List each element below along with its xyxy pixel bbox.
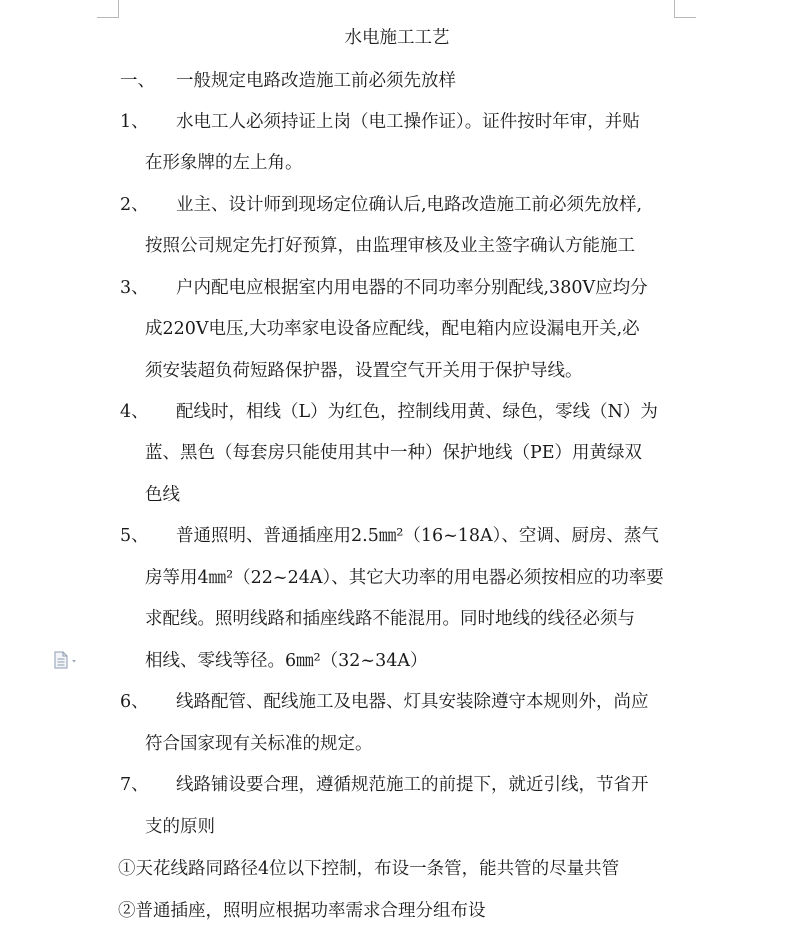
list-number: 7、 <box>120 775 149 795</box>
list-number: 一、 <box>120 71 155 91</box>
list-item-text: 普通照明、普通插座用2.5㎜²（16~18A）、空调、厨房、蒸气 <box>176 526 659 546</box>
sub-item <box>118 857 619 881</box>
sub-item <box>118 899 486 923</box>
continuation-text: 求配线。照明线路和插座线路不能混用。同时地线的线径必须与 <box>145 609 635 629</box>
continuation-text: 符合国家现有关标准的规定。 <box>145 734 373 754</box>
list-number: 4、 <box>120 402 149 422</box>
continuation-text: 按照公司规定先打好预算，由监理审核及业主签字确认方能施工 <box>145 236 635 256</box>
list-number: 1、 <box>120 112 149 132</box>
list-number: 6、 <box>120 692 149 712</box>
sub-item-text: 普通插座，照明应根据功率需求合理分组布设 <box>135 901 486 921</box>
continuation-text: 成220V电压,大功率家电设备应配线，配电箱内应设漏电开关,必 <box>145 319 640 339</box>
crop-mark-left-horizontal <box>97 17 119 18</box>
continuation-text: 蓝、黑色（每套房只能使用其中一种）保护地线（PE）用黄绿双 <box>145 443 643 463</box>
continuation-text: 支的原则 <box>145 817 215 837</box>
document-icon <box>53 651 81 669</box>
continuation-text: 在形象牌的左上角。 <box>145 153 303 173</box>
circled-number: ① <box>118 859 136 879</box>
crop-mark-right-horizontal <box>674 17 696 18</box>
list-item-text: 户内配电应根据室内用电器的不同功率分别配线,380V应均分 <box>176 278 648 298</box>
list-item-text: 业主、设计师到现场定位确认后,电路改造施工前必须先放样, <box>176 195 643 215</box>
sub-item-text: 天花线路同路径4位以下控制，布设一条管，能共管的尽量共管 <box>135 859 620 879</box>
continuation-text: 房等用4㎜²（22~24A）、其它大功率的用电器必须按相应的功率要 <box>145 568 664 588</box>
list-item-text: 水电工人必须持证上岗（电工操作证）。证件按时年审，并贴 <box>176 112 640 132</box>
continuation-text: 须安装超负荷短路保护器，设置空气开关用于保护导线。 <box>145 361 583 381</box>
crop-mark-left-vertical <box>118 0 119 18</box>
list-number: 5、 <box>120 526 149 546</box>
list-item-text: 线路配管、配线施工及电器、灯具安装除遵守本规则外，尚应 <box>176 692 649 712</box>
list-item-text: 线路铺设要合理，遵循规范施工的前提下，就近引线，节省开 <box>176 775 649 795</box>
list-item-text: 一般规定电路改造施工前必须先放样 <box>176 71 456 91</box>
list-number: 3、 <box>120 278 149 298</box>
circled-number: ② <box>118 901 136 921</box>
list-item-text: 配线时，相线（L）为红色，控制线用黄、绿色，零线（N）为 <box>176 402 658 422</box>
document-title: 水电施工工艺 <box>344 28 450 48</box>
continuation-text: 相线、零线等径。6㎜²（32~34A） <box>145 651 428 671</box>
paragraph-options-icon[interactable] <box>53 651 81 669</box>
list-number: 2、 <box>120 195 149 215</box>
crop-mark-right-vertical <box>674 0 675 18</box>
continuation-text: 色线 <box>145 485 180 505</box>
